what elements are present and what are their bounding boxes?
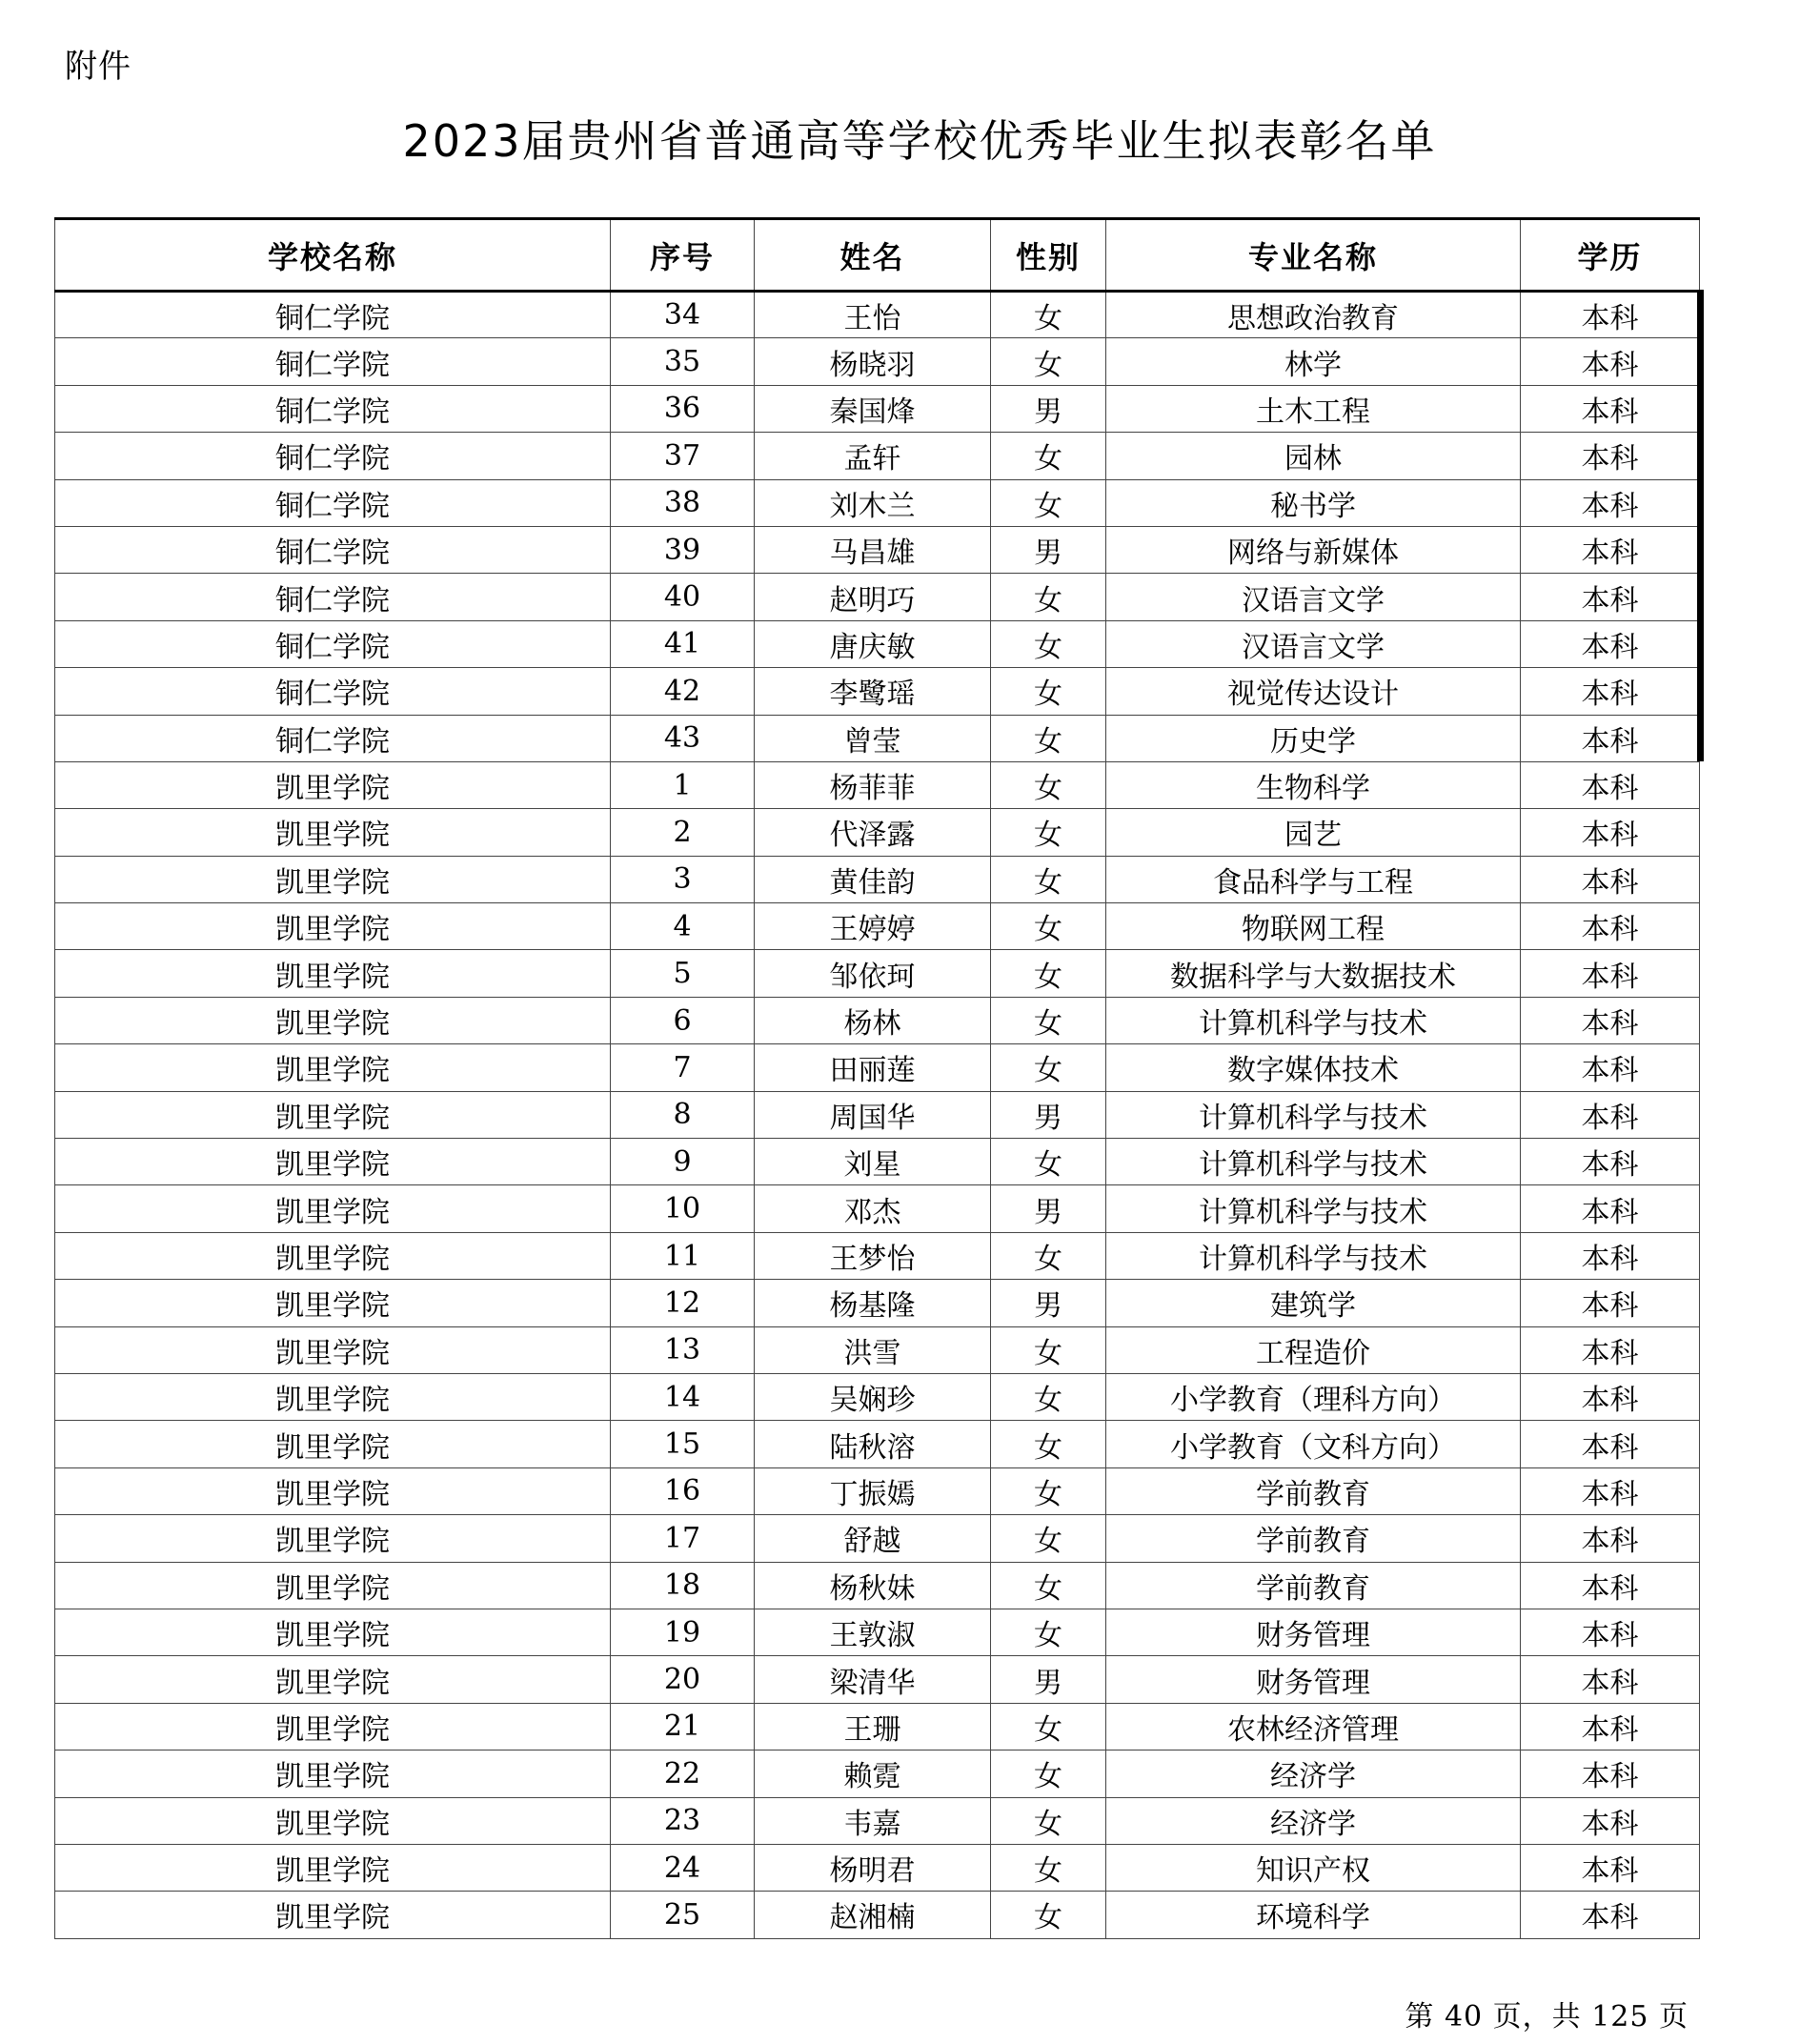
cell-gender: 女 [991, 1703, 1106, 1750]
cell-school: 铜仁学院 [55, 385, 611, 432]
table-row [55, 1703, 1700, 1750]
cell-major: 数字媒体技术 [1106, 1044, 1521, 1091]
attachment-label: 附件 [65, 48, 131, 86]
cell-number: 3 [611, 856, 755, 902]
cell-school: 凯里学院 [55, 950, 611, 997]
cell-number: 42 [611, 668, 755, 715]
cell-name: 王怡 [755, 292, 991, 338]
cell-school: 凯里学院 [55, 1515, 611, 1562]
cell-degree: 本科 [1521, 1421, 1700, 1467]
table-row [55, 1467, 1700, 1514]
cell-gender: 女 [991, 903, 1106, 950]
cell-degree: 本科 [1521, 761, 1700, 808]
cell-number: 34 [611, 292, 755, 338]
cell-number: 41 [611, 620, 755, 667]
cell-major: 建筑学 [1106, 1280, 1521, 1326]
cell-number: 36 [611, 385, 755, 432]
cell-name: 黄佳韵 [755, 856, 991, 902]
cell-major: 计算机科学与技术 [1106, 1232, 1521, 1279]
cell-number: 18 [611, 1562, 755, 1609]
cell-degree: 本科 [1521, 715, 1700, 761]
cell-degree: 本科 [1521, 620, 1700, 667]
cell-name: 孟轩 [755, 433, 991, 479]
cell-degree: 本科 [1521, 1232, 1700, 1279]
table-body [55, 292, 1700, 1939]
cell-name: 周国华 [755, 1091, 991, 1138]
cell-gender: 女 [991, 338, 1106, 385]
cell-school: 铜仁学院 [55, 526, 611, 573]
cell-gender: 女 [991, 292, 1106, 338]
table-row [55, 1185, 1700, 1232]
cell-gender: 女 [991, 1797, 1106, 1844]
cell-degree: 本科 [1521, 1609, 1700, 1655]
cell-school: 凯里学院 [55, 761, 611, 808]
table-row [55, 809, 1700, 856]
table-row [55, 1515, 1700, 1562]
table-row [55, 526, 1700, 573]
cell-number: 6 [611, 997, 755, 1043]
cell-name: 马昌雄 [755, 526, 991, 573]
cell-gender: 男 [991, 1656, 1106, 1703]
cell-major: 计算机科学与技术 [1106, 1139, 1521, 1185]
cell-gender: 女 [991, 1892, 1106, 1938]
cell-degree: 本科 [1521, 809, 1700, 856]
cell-number: 7 [611, 1044, 755, 1091]
cell-major: 计算机科学与技术 [1106, 997, 1521, 1043]
cell-name: 王珊 [755, 1703, 991, 1750]
header-name: 姓名 [755, 219, 991, 292]
cell-number: 5 [611, 950, 755, 997]
cell-gender: 女 [991, 1609, 1106, 1655]
cell-major: 小学教育（理科方向） [1106, 1373, 1521, 1420]
cell-number: 13 [611, 1326, 755, 1373]
cell-major: 历史学 [1106, 715, 1521, 761]
cell-degree: 本科 [1521, 1373, 1700, 1420]
header-school: 学校名称 [55, 219, 611, 292]
cell-major: 学前教育 [1106, 1562, 1521, 1609]
cell-number: 25 [611, 1892, 755, 1938]
cell-major: 学前教育 [1106, 1515, 1521, 1562]
cell-major: 经济学 [1106, 1797, 1521, 1844]
cell-number: 38 [611, 479, 755, 526]
cell-number: 8 [611, 1091, 755, 1138]
cell-school: 铜仁学院 [55, 668, 611, 715]
table-row [55, 292, 1700, 338]
cell-major: 经济学 [1106, 1751, 1521, 1797]
cell-degree: 本科 [1521, 1467, 1700, 1514]
page-title: 2023届贵州省普通高等学校优秀毕业生拟表彰名单 [402, 115, 1437, 167]
cell-major: 土木工程 [1106, 385, 1521, 432]
cell-name: 刘星 [755, 1139, 991, 1185]
cell-major: 园林 [1106, 433, 1521, 479]
cell-name: 李鹭瑶 [755, 668, 991, 715]
cell-school: 铜仁学院 [55, 620, 611, 667]
cell-name: 舒越 [755, 1515, 991, 1562]
cell-degree: 本科 [1521, 1326, 1700, 1373]
table-row [55, 1656, 1700, 1703]
cell-degree: 本科 [1521, 1185, 1700, 1232]
cell-major: 视觉传达设计 [1106, 668, 1521, 715]
cell-number: 17 [611, 1515, 755, 1562]
cell-school: 凯里学院 [55, 1139, 611, 1185]
cell-number: 16 [611, 1467, 755, 1514]
cell-gender: 男 [991, 1091, 1106, 1138]
cell-number: 43 [611, 715, 755, 761]
cell-name: 杨晓羽 [755, 338, 991, 385]
cell-gender: 女 [991, 574, 1106, 620]
table-row [55, 1751, 1700, 1797]
cell-gender: 女 [991, 620, 1106, 667]
cell-school: 凯里学院 [55, 1892, 611, 1938]
table-row [55, 1326, 1700, 1373]
cell-number: 23 [611, 1797, 755, 1844]
table-row [55, 715, 1700, 761]
cell-major: 物联网工程 [1106, 903, 1521, 950]
cell-major: 环境科学 [1106, 1892, 1521, 1938]
cell-degree: 本科 [1521, 433, 1700, 479]
cell-degree: 本科 [1521, 479, 1700, 526]
cell-major: 食品科学与工程 [1106, 856, 1521, 902]
cell-number: 11 [611, 1232, 755, 1279]
cell-degree: 本科 [1521, 1044, 1700, 1091]
table-row [55, 1044, 1700, 1091]
cell-major: 学前教育 [1106, 1467, 1521, 1514]
cell-name: 杨明君 [755, 1844, 991, 1891]
cell-major: 财务管理 [1106, 1656, 1521, 1703]
cell-school: 凯里学院 [55, 1844, 611, 1891]
cell-school: 凯里学院 [55, 1703, 611, 1750]
cell-number: 1 [611, 761, 755, 808]
table-row [55, 856, 1700, 902]
cell-gender: 女 [991, 1751, 1106, 1797]
cell-degree: 本科 [1521, 1091, 1700, 1138]
cell-school: 凯里学院 [55, 1797, 611, 1844]
cell-major: 秘书学 [1106, 479, 1521, 526]
table-row [55, 1609, 1700, 1655]
cell-major: 知识产权 [1106, 1844, 1521, 1891]
table-row [55, 1232, 1700, 1279]
cell-number: 37 [611, 433, 755, 479]
cell-name: 王梦怡 [755, 1232, 991, 1279]
cell-gender: 女 [991, 479, 1106, 526]
cell-gender: 女 [991, 1467, 1106, 1514]
cell-major: 计算机科学与技术 [1106, 1185, 1521, 1232]
cell-major: 林学 [1106, 338, 1521, 385]
cell-degree: 本科 [1521, 1139, 1700, 1185]
cell-school: 铜仁学院 [55, 292, 611, 338]
cell-degree: 本科 [1521, 903, 1700, 950]
cell-major: 生物科学 [1106, 761, 1521, 808]
cell-gender: 女 [991, 761, 1106, 808]
cell-number: 21 [611, 1703, 755, 1750]
cell-gender: 女 [991, 1421, 1106, 1467]
cell-degree: 本科 [1521, 1703, 1700, 1750]
cell-major: 计算机科学与技术 [1106, 1091, 1521, 1138]
cell-name: 赵湘楠 [755, 1892, 991, 1938]
table-row [55, 1892, 1700, 1938]
cell-major: 汉语言文学 [1106, 574, 1521, 620]
cell-gender: 女 [991, 433, 1106, 479]
table-row [55, 433, 1700, 479]
table-row [55, 1091, 1700, 1138]
cell-name: 王婷婷 [755, 903, 991, 950]
header-number: 序号 [611, 219, 755, 292]
header-degree: 学历 [1521, 219, 1700, 292]
cell-number: 2 [611, 809, 755, 856]
table-row [55, 620, 1700, 667]
cell-major: 园艺 [1106, 809, 1521, 856]
cell-gender: 女 [991, 1373, 1106, 1420]
table-row [55, 385, 1700, 432]
cell-school: 铜仁学院 [55, 715, 611, 761]
cell-number: 4 [611, 903, 755, 950]
cell-name: 陆秋溶 [755, 1421, 991, 1467]
cell-gender: 女 [991, 1562, 1106, 1609]
table-row [55, 1797, 1700, 1844]
cell-school: 凯里学院 [55, 1467, 611, 1514]
cell-name: 韦嘉 [755, 1797, 991, 1844]
cell-major: 汉语言文学 [1106, 620, 1521, 667]
cell-name: 王敦淑 [755, 1609, 991, 1655]
cell-degree: 本科 [1521, 1562, 1700, 1609]
cell-school: 凯里学院 [55, 903, 611, 950]
cell-school: 凯里学院 [55, 1185, 611, 1232]
cell-gender: 女 [991, 1044, 1106, 1091]
cell-major: 工程造价 [1106, 1326, 1521, 1373]
cell-school: 凯里学院 [55, 1232, 611, 1279]
cell-name: 邓杰 [755, 1185, 991, 1232]
cell-degree: 本科 [1521, 338, 1700, 385]
table-row [55, 668, 1700, 715]
cell-name: 丁振嫣 [755, 1467, 991, 1514]
cell-number: 9 [611, 1139, 755, 1185]
cell-gender: 男 [991, 385, 1106, 432]
header-gender: 性别 [991, 219, 1106, 292]
cell-name: 曾莹 [755, 715, 991, 761]
cell-number: 40 [611, 574, 755, 620]
cell-gender: 女 [991, 1326, 1106, 1373]
cell-school: 凯里学院 [55, 1562, 611, 1609]
table-row [55, 1562, 1700, 1609]
cell-gender: 女 [991, 1139, 1106, 1185]
cell-number: 35 [611, 338, 755, 385]
cell-degree: 本科 [1521, 668, 1700, 715]
cell-name: 杨菲菲 [755, 761, 991, 808]
cell-name: 代泽露 [755, 809, 991, 856]
table-row [55, 574, 1700, 620]
cell-degree: 本科 [1521, 997, 1700, 1043]
cell-major: 思想政治教育 [1106, 292, 1521, 338]
page-number: 第 40 页，共 125 页 [1405, 2000, 1689, 2034]
cell-school: 凯里学院 [55, 856, 611, 902]
table-row [55, 761, 1700, 808]
cell-school: 凯里学院 [55, 1326, 611, 1373]
cell-school: 凯里学院 [55, 1280, 611, 1326]
cell-number: 15 [611, 1421, 755, 1467]
cell-school: 凯里学院 [55, 997, 611, 1043]
cell-gender: 男 [991, 1280, 1106, 1326]
cell-name: 唐庆敏 [755, 620, 991, 667]
cell-gender: 女 [991, 1844, 1106, 1891]
cell-name: 杨基隆 [755, 1280, 991, 1326]
cell-number: 12 [611, 1280, 755, 1326]
cell-school: 凯里学院 [55, 1091, 611, 1138]
table-row [55, 338, 1700, 385]
header-major: 专业名称 [1106, 219, 1521, 292]
cell-degree: 本科 [1521, 1515, 1700, 1562]
cell-school: 凯里学院 [55, 1609, 611, 1655]
cell-gender: 男 [991, 526, 1106, 573]
table-row [55, 903, 1700, 950]
cell-degree: 本科 [1521, 950, 1700, 997]
cell-school: 铜仁学院 [55, 433, 611, 479]
table-row [55, 1139, 1700, 1185]
cell-degree: 本科 [1521, 292, 1700, 338]
cell-number: 14 [611, 1373, 755, 1420]
cell-number: 22 [611, 1751, 755, 1797]
cell-major: 财务管理 [1106, 1609, 1521, 1655]
cell-school: 铜仁学院 [55, 338, 611, 385]
cell-number: 24 [611, 1844, 755, 1891]
cell-name: 杨秋妹 [755, 1562, 991, 1609]
cell-major: 农林经济管理 [1106, 1703, 1521, 1750]
table-header [55, 219, 1700, 292]
cell-degree: 本科 [1521, 856, 1700, 902]
cell-name: 田丽莲 [755, 1044, 991, 1091]
cell-degree: 本科 [1521, 1280, 1700, 1326]
cell-gender: 男 [991, 1185, 1106, 1232]
cell-number: 20 [611, 1656, 755, 1703]
cell-gender: 女 [991, 809, 1106, 856]
cell-name: 杨林 [755, 997, 991, 1043]
cell-degree: 本科 [1521, 526, 1700, 573]
honor-list-table-container [54, 217, 1699, 1939]
honor-list-table [54, 217, 1700, 1939]
cell-gender: 女 [991, 1232, 1106, 1279]
cell-degree: 本科 [1521, 574, 1700, 620]
table-row [55, 1280, 1700, 1326]
cell-degree: 本科 [1521, 385, 1700, 432]
cell-school: 凯里学院 [55, 1373, 611, 1420]
cell-number: 39 [611, 526, 755, 573]
cell-number: 10 [611, 1185, 755, 1232]
cell-school: 凯里学院 [55, 809, 611, 856]
cell-school: 铜仁学院 [55, 479, 611, 526]
cell-gender: 女 [991, 715, 1106, 761]
cell-gender: 女 [991, 856, 1106, 902]
cell-name: 邹依珂 [755, 950, 991, 997]
cell-school: 凯里学院 [55, 1656, 611, 1703]
cell-name: 秦国烽 [755, 385, 991, 432]
table-row [55, 997, 1700, 1043]
cell-gender: 女 [991, 997, 1106, 1043]
cell-name: 赵明巧 [755, 574, 991, 620]
cell-major: 数据科学与大数据技术 [1106, 950, 1521, 997]
cell-degree: 本科 [1521, 1892, 1700, 1938]
table-edge-marker [1697, 290, 1704, 761]
cell-number: 19 [611, 1609, 755, 1655]
cell-name: 吴娴珍 [755, 1373, 991, 1420]
cell-school: 凯里学院 [55, 1421, 611, 1467]
cell-name: 刘木兰 [755, 479, 991, 526]
table-row [55, 1373, 1700, 1420]
cell-degree: 本科 [1521, 1751, 1700, 1797]
cell-degree: 本科 [1521, 1797, 1700, 1844]
cell-degree: 本科 [1521, 1844, 1700, 1891]
table-row [55, 1421, 1700, 1467]
cell-gender: 女 [991, 1515, 1106, 1562]
header-row [55, 219, 1700, 292]
cell-major: 小学教育（文科方向） [1106, 1421, 1521, 1467]
cell-name: 洪雪 [755, 1326, 991, 1373]
cell-name: 梁清华 [755, 1656, 991, 1703]
cell-name: 赖霓 [755, 1751, 991, 1797]
table-row [55, 1844, 1700, 1891]
table-row [55, 950, 1700, 997]
cell-school: 凯里学院 [55, 1044, 611, 1091]
table-row [55, 479, 1700, 526]
cell-gender: 女 [991, 950, 1106, 997]
cell-gender: 女 [991, 668, 1106, 715]
cell-school: 凯里学院 [55, 1751, 611, 1797]
cell-degree: 本科 [1521, 1656, 1700, 1703]
cell-major: 网络与新媒体 [1106, 526, 1521, 573]
cell-school: 铜仁学院 [55, 574, 611, 620]
